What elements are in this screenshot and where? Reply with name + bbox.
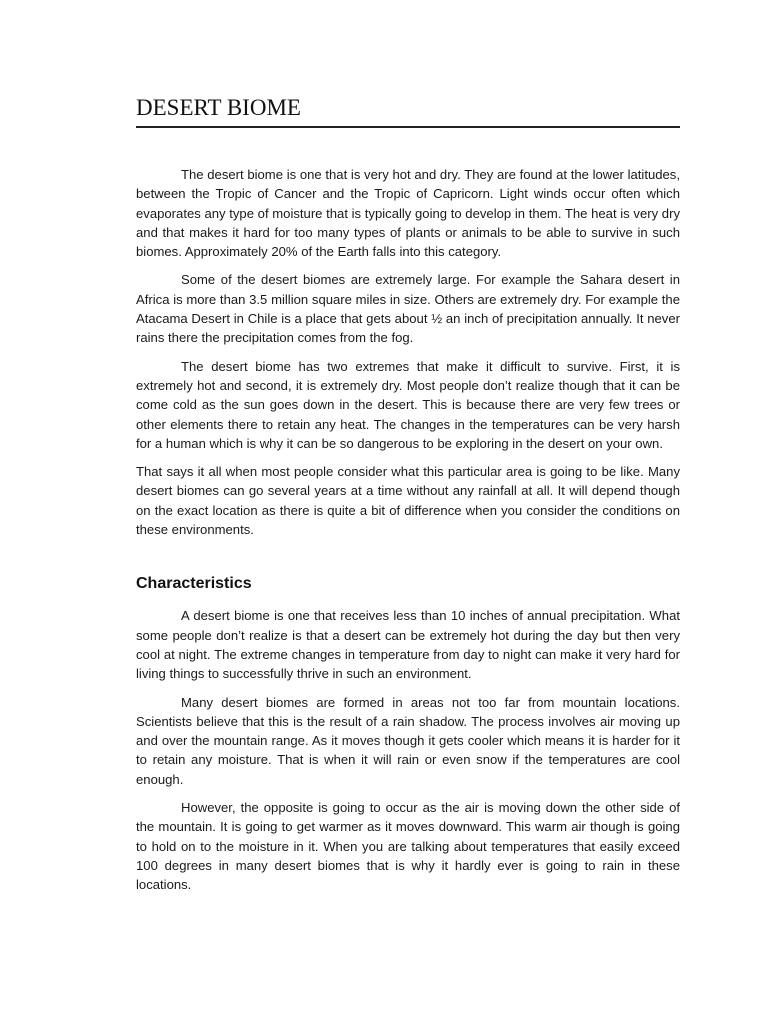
title-underline bbox=[136, 126, 680, 128]
section-heading: Characteristics bbox=[136, 575, 252, 593]
paragraph: The desert biome has two extremes that make it difficult to survive. First, it is extremely hot and second, it is extremely dry. Most people don’t realize though that it can be come cold as the sun goes down in the desert. This is because there are very few trees or other elements there to retain any heat. The changes in the temperatures can be very harsh for a human which is why it can be so dangerous to be exploring in the desert on your own. bbox=[136, 358, 680, 451]
paragraph: Some of the desert biomes are extremely large. For example the Sahara desert in Africa is more than 3.5 million square miles in size. Others are extremely dry. For example the Atacama Desert in Chile is a place that gets about ½ an inch of precipitation annually. It never rains there the precipitation comes from the fog. bbox=[136, 272, 680, 346]
paragraph: A desert biome is one that receives less than 10 inches of annual precipitation. What some people don’t realize is that a desert can be extremely hot during the day but then very cool at night. The extreme changes in temperature from day to night can make it very hard for living things to successfully thrive in such an environment. bbox=[136, 608, 680, 682]
paragraph: Many desert biomes are formed in areas not too far from mountain locations. Scientists believe that this is the result of a rain shadow. The process involves air moving up and over the mountain range. As it moves though it gets cooler which means it is harder for it to retain any moisture. That is when it will rain or even snow if the temperatures are cool enough. bbox=[136, 694, 680, 787]
document-body bbox=[136, 165, 680, 904]
paragraph: However, the opposite is going to occur as the air is moving down the other side of the mountain. It is going to get warmer as it moves downward. This warm air though is going to hold on to the moisture in it. When you are talking about temperatures that easily exceed 100 degrees in many desert biomes that is why it hardly ever is going to rain in these locations. bbox=[136, 800, 680, 893]
document-title: DESERT BIOME bbox=[136, 95, 301, 120]
paragraph: That says it all when most people consider what this particular area is going to be like. Many desert biomes can go several years at a time without any rainfall at all. It will depend though on the exact location as there is quite a bit of difference when you consider the conditions on these environments. bbox=[136, 464, 680, 538]
paragraph: The desert biome is one that is very hot and dry. They are found at the lower latitudes, between the Tropic of Cancer and the Tropic of Capricorn. Light winds occur often which evaporates any type of moisture that is typically going to develop in them. The heat is very dry and that makes it hard for too many types of plants or animals to be able to survive in such biomes. Approximately 20% of the Earth falls into this category. bbox=[136, 167, 680, 260]
